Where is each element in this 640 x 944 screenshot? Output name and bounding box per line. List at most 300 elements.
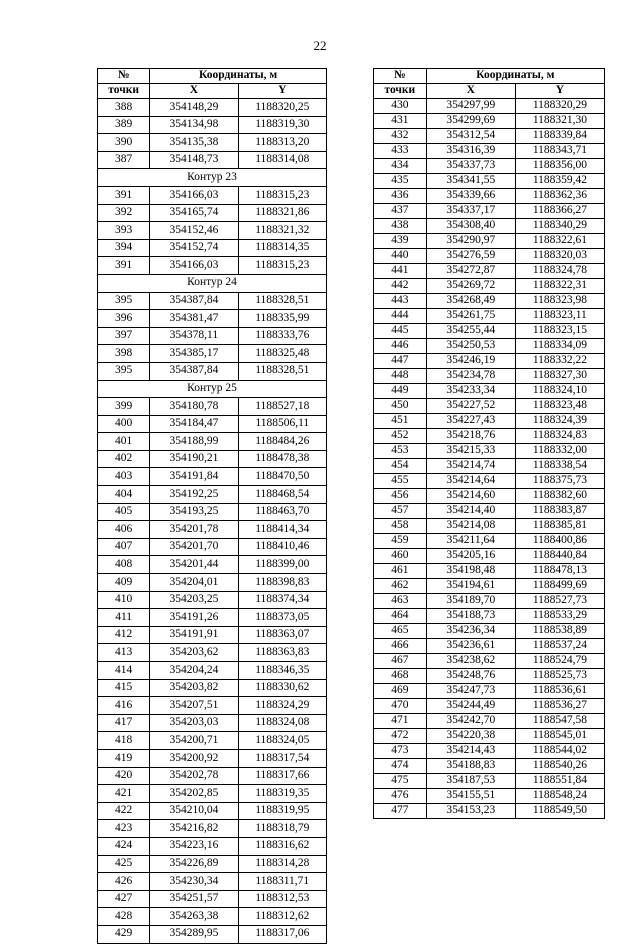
y-coordinate-cell: 1188311,71 [238,873,326,891]
table-row [374,414,605,429]
y-coordinate-cell: 1188320,25 [238,99,326,117]
point-number-cell: 449 [374,384,427,399]
y-coordinate-cell: 1188499,69 [515,579,604,594]
x-coordinate-cell: 354233,34 [426,384,515,399]
x-coordinate-cell: 354216,82 [150,820,238,838]
table-row [98,626,327,644]
table-row [98,415,327,433]
y-coordinate-cell: 1188323,15 [515,324,604,339]
point-number-cell: 451 [374,414,427,429]
contour-heading-row [98,169,327,187]
point-number-cell: 427 [98,890,150,908]
y-coordinate-cell: 1188314,08 [238,151,326,169]
x-coordinate-cell: 354234,78 [426,369,515,384]
x-coordinate-cell: 354272,87 [426,264,515,279]
y-coordinate-cell: 1188333,76 [238,327,326,345]
x-coordinate-cell: 354242,70 [426,714,515,729]
point-number-cell: 442 [374,279,427,294]
table-row [374,234,605,249]
point-number-cell: 426 [98,873,150,891]
x-coordinate-cell: 354236,61 [426,639,515,654]
x-coordinate-cell: 354210,04 [150,802,238,820]
y-coordinate-cell: 1188382,60 [515,489,604,504]
table-row [98,292,327,310]
point-number-cell: 391 [98,257,150,275]
table-row [98,697,327,715]
y-column-header: Y [238,84,326,99]
x-coordinate-cell: 354316,39 [426,144,515,159]
table-row [98,204,327,222]
table-row [98,151,327,169]
x-coordinate-cell: 354220,38 [426,729,515,744]
point-number-cell: 399 [98,398,150,416]
point-number-cell: 469 [374,684,427,699]
y-coordinate-cell: 1188325,48 [238,345,326,363]
table-row [98,802,327,820]
y-coordinate-cell: 1188315,23 [238,186,326,204]
x-coordinate-cell: 354276,59 [426,249,515,264]
table-row [98,521,327,539]
y-coordinate-cell: 1188400,86 [515,534,604,549]
x-coordinate-cell: 354188,83 [426,759,515,774]
point-number-cell: 474 [374,759,427,774]
x-coordinate-cell: 354337,17 [426,204,515,219]
y-coordinate-cell: 1188343,71 [515,144,604,159]
point-number-cell: 424 [98,837,150,855]
table-row [374,624,605,639]
x-coordinate-cell: 354227,52 [426,399,515,414]
table-row [98,714,327,732]
x-coordinate-cell: 354201,44 [150,556,238,574]
y-coordinate-cell: 1188320,29 [515,99,604,114]
x-coordinate-cell: 354244,49 [426,699,515,714]
table-row [98,134,327,152]
x-column-header: X [426,84,515,99]
point-number-cell: 396 [98,310,150,328]
y-coordinate-cell: 1188319,35 [238,785,326,803]
y-coordinate-cell: 1188398,83 [238,574,326,592]
point-number-header: № [98,69,150,84]
y-coordinate-cell: 1188320,03 [515,249,604,264]
x-coordinate-cell: 354166,03 [150,257,238,275]
point-number-cell: 472 [374,729,427,744]
x-coordinate-cell: 354337,73 [426,159,515,174]
y-coordinate-cell: 1188538,89 [515,624,604,639]
table-row [98,222,327,240]
table-row [98,925,327,943]
y-coordinate-cell: 1188318,79 [238,820,326,838]
x-coordinate-cell: 354236,34 [426,624,515,639]
table-row [374,204,605,219]
contour-heading: Контур 23 [98,169,327,187]
coordinates-table-right [373,68,605,819]
y-coordinate-cell: 1188327,30 [515,369,604,384]
x-coordinate-cell: 354312,54 [426,129,515,144]
table-row [374,324,605,339]
point-number-subheader: точки [98,84,150,99]
table-row [374,429,605,444]
x-coordinate-cell: 354387,84 [150,292,238,310]
y-coordinate-cell: 1188470,50 [238,468,326,486]
y-coordinate-cell: 1188373,05 [238,609,326,627]
y-coordinate-cell: 1188359,42 [515,174,604,189]
x-coordinate-cell: 354200,92 [150,749,238,767]
table-row [98,503,327,521]
x-coordinate-cell: 354214,08 [426,519,515,534]
y-coordinate-cell: 1188375,73 [515,474,604,489]
y-coordinate-cell: 1188363,07 [238,626,326,644]
table-row [98,116,327,134]
x-coordinate-cell: 354246,19 [426,354,515,369]
point-number-cell: 448 [374,369,427,384]
y-coordinate-cell: 1188332,22 [515,354,604,369]
y-coordinate-cell: 1188536,27 [515,699,604,714]
point-number-cell: 447 [374,354,427,369]
x-coordinate-cell: 354211,64 [426,534,515,549]
x-coordinate-cell: 354227,43 [426,414,515,429]
point-number-cell: 431 [374,114,427,129]
x-coordinate-cell: 354289,95 [150,925,238,943]
x-coordinate-cell: 354148,29 [150,99,238,117]
contour-heading-row [98,274,327,292]
point-number-cell: 410 [98,591,150,609]
point-number-cell: 456 [374,489,427,504]
point-number-cell: 444 [374,309,427,324]
x-coordinate-cell: 354148,73 [150,151,238,169]
point-number-cell: 452 [374,429,427,444]
table-row [374,114,605,129]
table-row [374,159,605,174]
point-number-cell: 392 [98,204,150,222]
point-number-cell: 476 [374,789,427,804]
point-number-cell: 395 [98,292,150,310]
x-coordinate-cell: 354184,47 [150,415,238,433]
x-coordinate-cell: 354207,51 [150,697,238,715]
table-row [98,538,327,556]
table-row [374,354,605,369]
y-coordinate-cell: 1188321,32 [238,222,326,240]
table-row [374,144,605,159]
table-row [374,99,605,114]
point-number-subheader: точки [374,84,427,99]
table-row [374,714,605,729]
y-coordinate-cell: 1188321,86 [238,204,326,222]
table-row [98,749,327,767]
point-number-cell: 436 [374,189,427,204]
y-coordinate-cell: 1188324,78 [515,264,604,279]
table-row [98,837,327,855]
point-number-cell: 464 [374,609,427,624]
y-coordinate-cell: 1188374,34 [238,591,326,609]
table-row [374,369,605,384]
table-row [374,174,605,189]
y-coordinate-cell: 1188323,98 [515,294,604,309]
y-coordinate-cell: 1188537,24 [515,639,604,654]
table-row [374,609,605,624]
x-coordinate-cell: 354192,25 [150,486,238,504]
point-number-cell: 462 [374,579,427,594]
table-row [98,486,327,504]
point-number-cell: 414 [98,662,150,680]
y-coordinate-cell: 1188533,29 [515,609,604,624]
y-coordinate-cell: 1188324,08 [238,714,326,732]
x-coordinate-cell: 354218,76 [426,429,515,444]
point-number-cell: 470 [374,699,427,714]
y-coordinate-cell: 1188346,35 [238,662,326,680]
table-row [374,399,605,414]
x-coordinate-cell: 354201,70 [150,538,238,556]
table-row [98,239,327,257]
x-coordinate-cell: 354152,74 [150,239,238,257]
point-number-cell: 401 [98,433,150,451]
y-coordinate-cell: 1188338,54 [515,459,604,474]
y-coordinate-cell: 1188527,73 [515,594,604,609]
point-number-cell: 389 [98,116,150,134]
table-row [98,908,327,926]
y-coordinate-cell: 1188356,00 [515,159,604,174]
table-row [98,99,327,117]
x-coordinate-cell: 354223,16 [150,837,238,855]
point-number-cell: 453 [374,444,427,459]
table-row [374,789,605,804]
point-number-cell: 441 [374,264,427,279]
x-coordinate-cell: 354152,46 [150,222,238,240]
x-coordinate-cell: 354203,03 [150,714,238,732]
table-row [98,450,327,468]
point-number-cell: 446 [374,339,427,354]
x-coordinate-cell: 354203,62 [150,644,238,662]
point-number-cell: 463 [374,594,427,609]
x-coordinate-cell: 354214,40 [426,504,515,519]
table-row [374,699,605,714]
coordinates-table-left [97,68,327,944]
y-coordinate-cell: 1188383,87 [515,504,604,519]
x-coordinate-cell: 354215,33 [426,444,515,459]
point-number-cell: 405 [98,503,150,521]
table-row [374,129,605,144]
table-row [98,327,327,345]
table-row [374,639,605,654]
x-coordinate-cell: 354202,85 [150,785,238,803]
table-row [374,804,605,819]
y-coordinate-cell: 1188334,09 [515,339,604,354]
x-coordinate-cell: 354214,60 [426,489,515,504]
point-number-cell: 402 [98,450,150,468]
x-coordinate-cell: 354187,53 [426,774,515,789]
y-coordinate-cell: 1188317,06 [238,925,326,943]
x-coordinate-cell: 354251,57 [150,890,238,908]
y-coordinate-cell: 1188463,70 [238,503,326,521]
table-row [374,474,605,489]
table-row [98,662,327,680]
x-coordinate-cell: 354247,73 [426,684,515,699]
y-coordinate-cell: 1188330,62 [238,679,326,697]
x-coordinate-cell: 354339,66 [426,189,515,204]
table-row [374,249,605,264]
x-coordinate-cell: 354191,84 [150,468,238,486]
point-number-cell: 422 [98,802,150,820]
table-row [374,384,605,399]
y-coordinate-cell: 1188524,79 [515,654,604,669]
y-coordinate-cell: 1188385,81 [515,519,604,534]
x-coordinate-cell: 354308,40 [426,219,515,234]
x-coordinate-cell: 354198,48 [426,564,515,579]
point-number-header: № [374,69,427,84]
point-number-cell: 471 [374,714,427,729]
y-coordinate-cell: 1188324,29 [238,697,326,715]
point-number-cell: 429 [98,925,150,943]
point-number-cell: 433 [374,144,427,159]
point-number-cell: 423 [98,820,150,838]
point-number-cell: 404 [98,486,150,504]
x-coordinate-cell: 354290,97 [426,234,515,249]
table-row [98,890,327,908]
point-number-cell: 412 [98,626,150,644]
x-coordinate-cell: 354263,38 [150,908,238,926]
y-coordinate-cell: 1188317,66 [238,767,326,785]
point-number-cell: 454 [374,459,427,474]
table-row [374,669,605,684]
x-coordinate-cell: 354297,99 [426,99,515,114]
y-coordinate-cell: 1188478,38 [238,450,326,468]
point-number-cell: 395 [98,362,150,380]
table-row [374,684,605,699]
table-row [374,294,605,309]
point-number-cell: 425 [98,855,150,873]
table-row [374,309,605,324]
point-number-cell: 432 [374,129,427,144]
x-coordinate-cell: 354203,25 [150,591,238,609]
table-row [374,729,605,744]
x-coordinate-cell: 354299,69 [426,114,515,129]
x-coordinate-cell: 354341,55 [426,174,515,189]
point-number-cell: 416 [98,697,150,715]
y-coordinate-cell: 1188312,53 [238,890,326,908]
table-row [98,345,327,363]
table-row [374,519,605,534]
point-number-cell: 408 [98,556,150,574]
x-coordinate-cell: 354214,43 [426,744,515,759]
x-coordinate-cell: 354191,26 [150,609,238,627]
y-coordinate-cell: 1188322,31 [515,279,604,294]
y-coordinate-cell: 1188328,51 [238,292,326,310]
x-coordinate-cell: 354200,71 [150,732,238,750]
table-row [374,279,605,294]
y-coordinate-cell: 1188506,11 [238,415,326,433]
table-row [374,459,605,474]
point-number-cell: 390 [98,134,150,152]
table-row [98,433,327,451]
point-number-cell: 477 [374,804,427,819]
table-row [98,556,327,574]
point-number-cell: 467 [374,654,427,669]
table-row [98,257,327,275]
table-row [374,744,605,759]
point-number-cell: 435 [374,174,427,189]
point-number-cell: 400 [98,415,150,433]
point-number-cell: 459 [374,534,427,549]
y-coordinate-cell: 1188335,99 [238,310,326,328]
table-row [98,644,327,662]
table-row [374,564,605,579]
x-coordinate-cell: 354269,72 [426,279,515,294]
y-coordinate-cell: 1188316,62 [238,837,326,855]
y-coordinate-cell: 1188540,26 [515,759,604,774]
point-number-cell: 420 [98,767,150,785]
point-number-cell: 419 [98,749,150,767]
table-row [374,759,605,774]
y-coordinate-cell: 1188319,30 [238,116,326,134]
y-coordinate-cell: 1188551,84 [515,774,604,789]
table-row [374,219,605,234]
table-row [374,489,605,504]
table-row [98,873,327,891]
x-coordinate-cell: 354385,17 [150,345,238,363]
x-coordinate-cell: 354250,53 [426,339,515,354]
x-coordinate-cell: 354165,74 [150,204,238,222]
y-coordinate-cell: 1188547,58 [515,714,604,729]
y-coordinate-cell: 1188549,50 [515,804,604,819]
point-number-cell: 406 [98,521,150,539]
y-coordinate-cell: 1188319,95 [238,802,326,820]
y-coordinate-cell: 1188527,18 [238,398,326,416]
table-row [98,574,327,592]
x-coordinate-cell: 354180,78 [150,398,238,416]
point-number-cell: 460 [374,549,427,564]
table-row [98,785,327,803]
y-coordinate-cell: 1188410,46 [238,538,326,556]
table-row [374,339,605,354]
table-row [98,820,327,838]
point-number-cell: 439 [374,234,427,249]
point-number-cell: 458 [374,519,427,534]
point-number-cell: 473 [374,744,427,759]
point-number-cell: 437 [374,204,427,219]
x-coordinate-cell: 354201,78 [150,521,238,539]
point-number-cell: 418 [98,732,150,750]
table-row [374,549,605,564]
x-coordinate-cell: 354255,44 [426,324,515,339]
y-coordinate-cell: 1188366,27 [515,204,604,219]
table-row [374,594,605,609]
point-number-cell: 457 [374,504,427,519]
x-coordinate-cell: 354135,38 [150,134,238,152]
x-coordinate-cell: 354193,25 [150,503,238,521]
x-coordinate-cell: 354381,47 [150,310,238,328]
point-number-cell: 428 [98,908,150,926]
point-number-cell: 465 [374,624,427,639]
table-row [98,767,327,785]
table-row [98,310,327,328]
point-number-cell: 387 [98,151,150,169]
y-coordinate-cell: 1188545,01 [515,729,604,744]
y-coordinate-cell: 1188324,05 [238,732,326,750]
x-coordinate-cell: 354204,01 [150,574,238,592]
point-number-cell: 388 [98,99,150,117]
coordinates-header: Координаты, м [426,69,604,84]
x-coordinate-cell: 354205,16 [426,549,515,564]
y-coordinate-cell: 1188484,26 [238,433,326,451]
x-coordinate-cell: 354134,98 [150,116,238,134]
point-number-cell: 417 [98,714,150,732]
x-coordinate-cell: 354188,73 [426,609,515,624]
y-coordinate-cell: 1188328,51 [238,362,326,380]
point-number-cell: 398 [98,345,150,363]
table-row [98,362,327,380]
y-coordinate-cell: 1188478,13 [515,564,604,579]
y-coordinate-cell: 1188544,02 [515,744,604,759]
y-coordinate-cell: 1188399,00 [238,556,326,574]
